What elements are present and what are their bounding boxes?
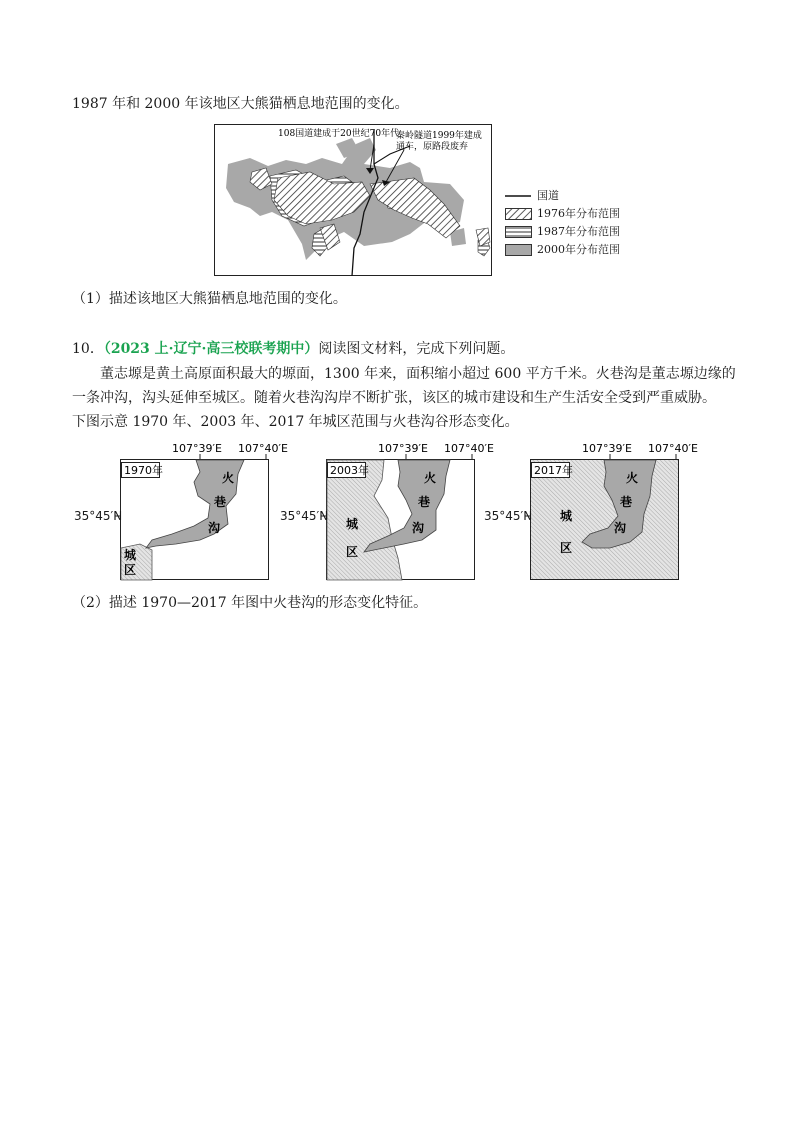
paragraph-line-1: 董志塬是黄土高原面积最大的塬面，1300 年来，面积缩小超过 600 平方千米。火巷沟是董志塬边缘的 <box>100 366 736 382</box>
svg-text:107°40′E: 107°40′E <box>648 442 698 455</box>
svg-text:城: 城 <box>124 548 137 562</box>
question-10-header <box>72 340 514 358</box>
svg-text:107°39′E: 107°39′E <box>172 442 222 455</box>
paragraph-line-3: 下图示意 1970 年、2003 年、2017 年城区范围与火巷沟谷形态变化。 <box>72 414 519 430</box>
svg-text:1970年: 1970年 <box>124 464 163 477</box>
svg-text:107°39′E: 107°39′E <box>378 442 428 455</box>
panda-map-road-annotation: 108国道建成于20世纪70年代 <box>278 129 400 139</box>
svg-text:火: 火 <box>424 471 437 485</box>
svg-text:区: 区 <box>560 541 573 555</box>
panda-map-tunnel-annotation-2: 通车，原路段废弃 <box>396 142 469 152</box>
latitude-label-2003: 35°45′N <box>280 509 329 523</box>
svg-text:107°40′E: 107°40′E <box>238 442 288 455</box>
question-number: 10． <box>72 341 104 357</box>
question-10-2: （2）描述 1970—2017 年图中火巷沟的形态变化特征。 <box>72 595 428 611</box>
svg-text:巷: 巷 <box>214 495 227 509</box>
svg-text:沟: 沟 <box>412 521 425 535</box>
svg-text:火: 火 <box>222 471 235 485</box>
line-swatch-icon <box>505 190 533 202</box>
latitude-label-2017: 35°45′N <box>484 509 533 523</box>
svg-text:2003年: 2003年 <box>330 464 369 477</box>
gray-fill-swatch-icon <box>505 244 533 256</box>
diagonal-hatch-swatch-icon <box>505 208 533 220</box>
svg-text:沟: 沟 <box>208 521 221 535</box>
svg-text:巷: 巷 <box>418 495 431 509</box>
svg-text:107°40′E: 107°40′E <box>444 442 494 455</box>
question-prompt: 阅读图文材料，完成下列问题。 <box>318 341 515 357</box>
svg-text:沟: 沟 <box>614 521 627 535</box>
question-source: （2023 上·辽宁·高三校联考期中） <box>103 341 319 357</box>
paragraph-line-2: 一条冲沟，沟头延伸至城区。随着火巷沟沟岸不断扩张，该区的城市建设和生产生活安全受到严重威胁。 <box>72 390 716 406</box>
question-9-1: （1）描述该地区大熊猫栖息地范围的变化。 <box>72 291 347 307</box>
svg-text:城: 城 <box>346 517 359 531</box>
latitude-label-1970: 35°45′N <box>74 509 123 523</box>
svg-text:107°39′E: 107°39′E <box>582 442 632 455</box>
horizontal-hatch-swatch-icon <box>505 226 533 238</box>
svg-text:区: 区 <box>124 563 137 577</box>
panda-habitat-map <box>214 124 492 276</box>
panda-map-tunnel-annotation-1: 秦岭隧道1999年建成 <box>396 131 482 141</box>
svg-text:巷: 巷 <box>620 495 633 509</box>
svg-text:区: 区 <box>346 545 359 559</box>
svg-text:2017年: 2017年 <box>534 464 573 477</box>
intro-line: 1987 年和 2000 年该地区大熊猫栖息地范围的变化。 <box>72 96 409 112</box>
svg-text:火: 火 <box>626 471 639 485</box>
svg-text:城: 城 <box>560 509 573 523</box>
